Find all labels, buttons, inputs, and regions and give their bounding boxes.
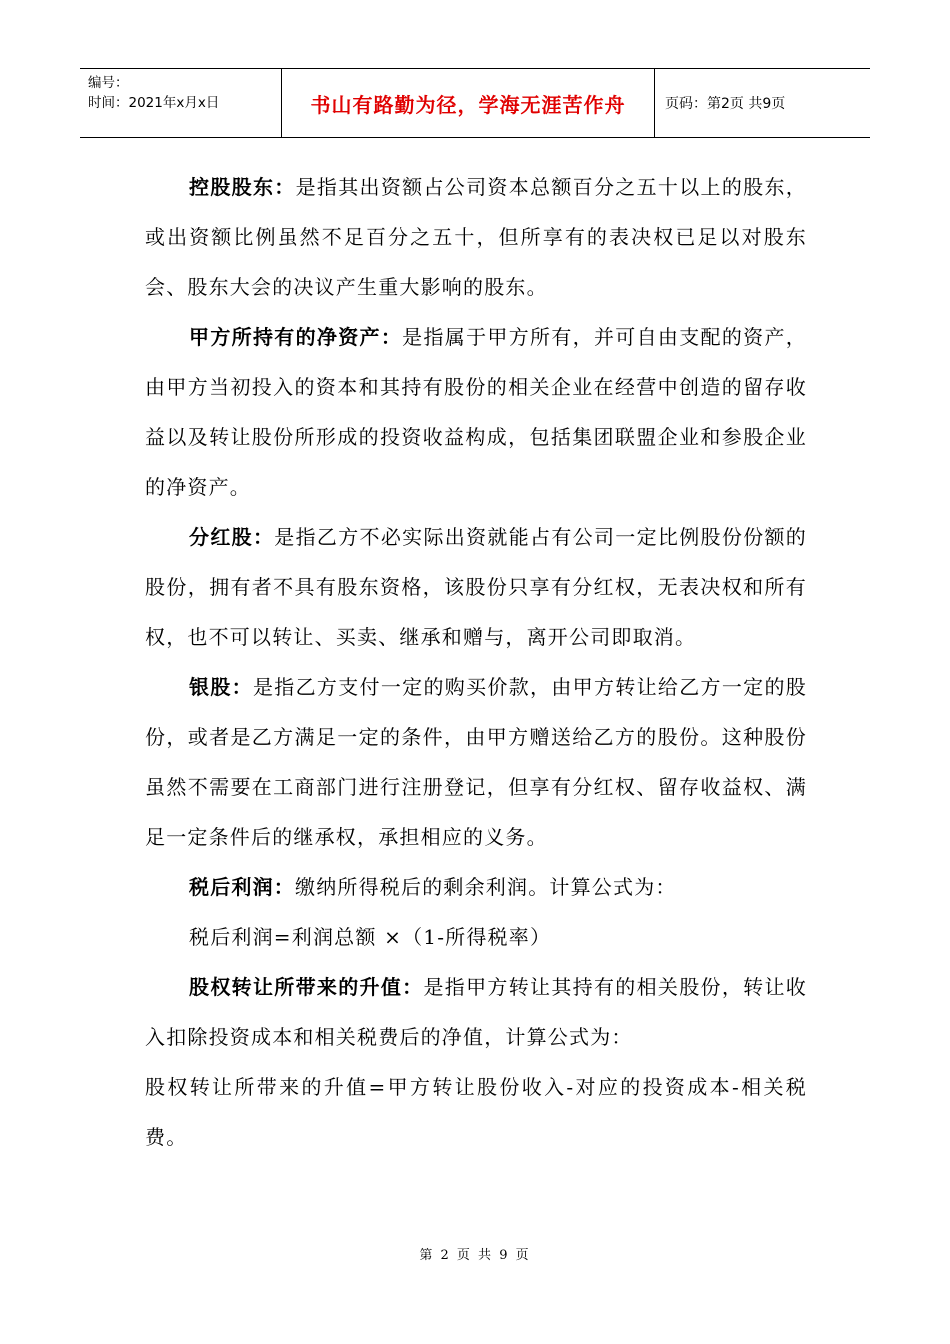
definition-text: 缴纳所得税后的剩余利润。计算公式为： [295, 875, 677, 899]
term-label: 股权转让所带来的升值： [189, 975, 424, 999]
formula-after-tax-profit [145, 912, 807, 962]
definition-text: 是指其出资额占公司资本总额百分之五十以上的股东，或出资额比例虽然不足百分之五十，但所享有的表决权已足以对股东会、股东大会的决议产生重大影响的股东。 [145, 175, 807, 299]
paragraph-net-assets [145, 312, 807, 512]
term-label: 分红股： [189, 525, 275, 549]
term-label: 甲方所持有的净资产： [189, 325, 403, 349]
definition-text: 是指乙方不必实际出资就能占有公司一定比例股份份额的股份，拥有者不具有股东资格，该股份只享有分红权，无表决权和所有权，也不可以转让、买卖、继承和赠与，离开公司即取消。 [145, 525, 807, 649]
term-label: 控股股东： [189, 175, 296, 199]
term-label: 税后利润： [189, 875, 295, 899]
formula-equity-transfer-gain: 股权转让所带来的升值=甲方转让股份收入-对应的投资成本-相关税费。 [145, 1075, 807, 1149]
definition-text: 是指甲方转让其持有的相关股份，转让收入扣除投资成本和相关税费后的净值，计算公式为： [145, 975, 807, 1049]
document-body [145, 162, 807, 1162]
paragraph-dividend-shares [145, 512, 807, 662]
paragraph-controlling-shareholder [145, 162, 807, 312]
header-meta [80, 69, 282, 137]
paragraph-after-tax-profit [145, 862, 807, 912]
term-label: 银股： [189, 675, 253, 699]
paragraph-silver-shares [145, 662, 807, 862]
document-number-label: 编号： [88, 75, 129, 91]
header-page-info: 页码：第2页 共9页 [665, 96, 786, 112]
header-motto: 书山有路勤为径，学海无涯苦作舟 [282, 69, 655, 137]
formula-text: 税后利润=利润总额 ×（1-所得税率） [189, 925, 552, 949]
page-header [80, 68, 870, 138]
paragraph-equity-transfer-gain [145, 962, 807, 1062]
page-footer: 第 2 页 共 9 页 [419, 1248, 531, 1263]
document-time-label: 时间：2021年x月x日 [88, 95, 220, 111]
definition-text: 是指乙方支付一定的购买价款，由甲方转让给乙方一定的股份，或者是乙方满足一定的条件，由甲方赠送给乙方的股份。这种股份虽然不需要在工商部门进行注册登记，但享有分红权、留存收益权、满足一定条件后的继承权，承担相应的义务。 [145, 675, 807, 849]
definition-text: 是指属于甲方所有，并可自由支配的资产，由甲方当初投入的资本和其持有股份的相关企业在经营中创造的留存收益以及转让股份所形成的投资收益构成，包括集团联盟企业和参股企业的净资产。 [145, 325, 807, 499]
